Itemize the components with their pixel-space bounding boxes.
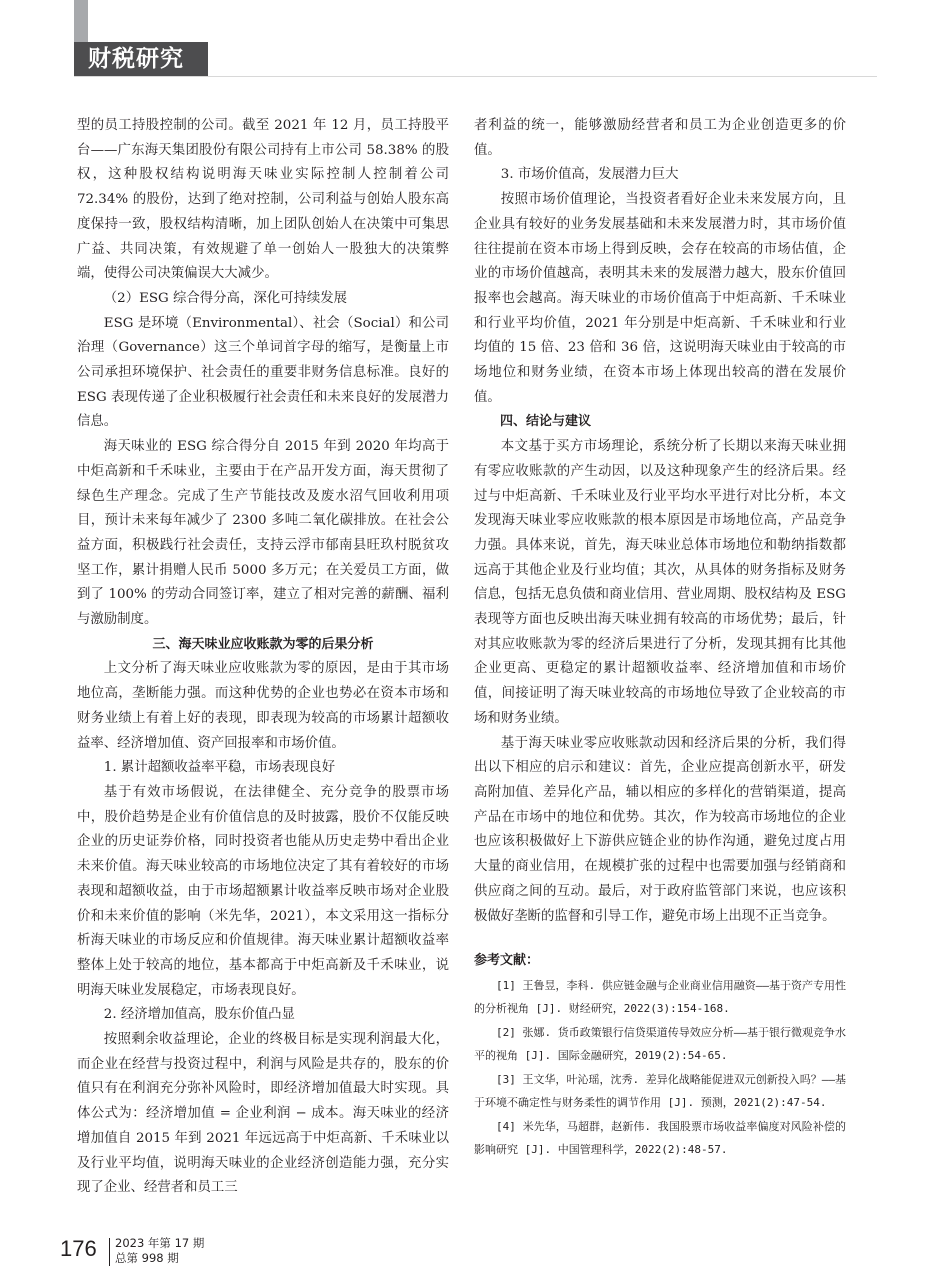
right_column-paragraph: 基于海天味业零应收账款动因和经济后果的分析，我们得出以下相应的启示和建议：首先，企业应提高创新水平，研发高附加值、差异化产品，辅以相应的多样化的营销渠道，提高产品在市场中的地位和优势。其次，作为较高市场地位的企业也应该积极做好上下游供应链企业的协作沟通，避免过度占用大量的商业信用，在规模扩张的过程中也需要加强与经销商和供应商之间的互动。最后，对于政府监管部门来说，也应该积极做好垄断的监督和引导工作，避免市场上出现不正当竞争。 <box>474 735 846 924</box>
page-number: 176 <box>60 1236 97 1261</box>
right_column-paragraph: 者利益的统一，能够激励经营者和员工为企业创造更多的价值。 <box>474 118 846 158</box>
left_column-paragraph: 海天味业的 ESG 综合得分自 2015 年到 2020 年均高于中炬高新和千禾味业，主要由于在产品开发方面，海天贯彻了绿色生产理念。完成了生产节能技改及废水沼气回收利用项目，预计未来每年减少了 2300 多吨二氧化碳排放。在社会公益方面，积极践行社会责任，支持云浮市郁南县旺玖村脱贫攻坚工作，累计捐赠人民币 5000 多万元；在关爱员工方面，做到了 100% 的劳动合同签订率，建立了相对完善的薪酬、福利与激励制度。 <box>77 439 449 628</box>
left_column-paragraph: 基于有效市场假说，在法律健全、充分竞争的股票市场中，股价趋势是企业有价值信息的及时披露，股价不仅能反映企业的历史证券价格，同时投资者也能从历史走势中看出企业未来价值。海天味业较高的市场地位决定了其有着较好的市场表现和超额收益，由于市场超额累计收益率反映市场对企业股价和未来价值的影响（米先华，2021），本文采用这一指标分析海天味业的市场反应和价值规律。海天味业累计超额收益率整体上处于较高的地位，基本都高于中炬高新及千禾味业，说明海天味业发展稳定，市场表现良好。 <box>77 784 449 998</box>
right_column-paragraph: 按照市场价值理论，当投资者看好企业未来发展方向，且企业具有较好的业务发展基础和未来发展潜力时，其市场价值往往提前在资本市场上得到反映，会存在较高的市场估值，企业的市场价值越高，表明其未来的发展潜力越大，股东价值回报率也会越高。海天味业的市场价值高于中炬高新、千禾味业和行业平均价值，2021 年分别是中炬高新、千禾味业和行业均值的 15 倍、23 倍和 36 倍，这说明海天味业由于较高的市场地位和财务业绩，在资本市场上体现出较高的潜在发展价值。 <box>474 192 846 405</box>
right_column-heading: 四、结论与建议 <box>500 414 592 430</box>
left-column <box>77 114 449 1201</box>
references-title: 参考文献： <box>474 953 540 969</box>
left_column-subheading: 1. 累计超额收益率平稳，市场表现良好 <box>103 760 336 776</box>
left_column-heading: 三、海天味业应收账款为零的后果分析 <box>152 636 374 652</box>
footer-divider <box>109 1238 110 1266</box>
left_column-paragraph: 上文分析了海天味业应收账款为零的原因，是由于其市场地位高，垄断能力强。而这种优势的企业也势必在资本市场和财务业绩上有着上好的表现，即表现为较高的市场累计超额收益率、经济增加值、资产回报率和市场价值。 <box>77 661 449 751</box>
reference-item: [3] 王文华，叶沁瑶，沈秀. 差异化战略能促进双元创新投入吗？——基于环境不确定性与财务柔性的调节作用 [J]. 预测，2021(2):47-54. <box>474 1072 846 1110</box>
left_column-paragraph: 型的员工持股控制的公司。截至 2021 年 12 月，员工持股平台——广东海天集团股份有限公司持有上市公司 58.38% 的股权，这种股权结构说明海天味业实际控制人控制着公司 72.34% 的股份，达到了绝对控制，公司利益与创始人股东高度保持一致，股权结构清晰，加上团队创始人在决策中可集思广益、共同决策，有效规避了单一创始人一股独大的决策弊端，使得公司决策偏误大大减少。 <box>77 118 449 282</box>
right_column-paragraph: 本文基于买方市场理论，系统分析了长期以来海天味业拥有零应收账款的产生动因，以及这种现象产生的经济后果。经过与中炬高新、千禾味业及行业平均水平进行对比分析，本文发现海天味业零应收账款的根本原因是市场地位高，产品竞争力强。具体来说，首先，海天味业总体市场地位和勒纳指数都远高于其他企业及行业均值；其次，从具体的财务指标及财务信息，包括无息负债和商业信用、营业周期、股权结构及 ESG 表现等方面也反映出海天味业拥有较高的市场优势；最后，针对其应收账款为零的经济后果进行了分析，发现其拥有比其他企业更高、更稳定的累计超额收益率、经济增加值和市场价值，间接证明了海天味业较高的市场地位导致了企业较高的市场和财务业绩。 <box>474 439 846 726</box>
left_column-paragraph: 按照剩余收益理论，企业的终极目标是实现利润最大化，而企业在经营与投资过程中，利润与风险是共存的，股东的价值只有在利润充分弥补风险时，即经济增加值最大时实现。具体公式为：经济增加值 = 企业利润 − 成本。海天味业的经济增加值自 2015 年到 2021 年远远高于中炬高新、千禾味业以及行业平均值，说明海天味业的企业经济创造能力强，充分实现了企业、经营者和员工三 <box>77 1032 449 1196</box>
total-issue-line: 总第 998 期 <box>115 1251 179 1265</box>
right_column-subheading: 3. 市场价值高，发展潜力巨大 <box>500 167 679 183</box>
issue-info <box>115 1236 204 1266</box>
reference-item: [2] 张娜. 货币政策银行信贷渠道传导效应分析——基于银行微观竞争水平的视角 [J]. 国际金融研究，2019(2):54-65. <box>474 1025 846 1063</box>
left_column-subheading: （2）ESG 综合得分高，深化可持续发展 <box>103 290 348 306</box>
issue-line: 2023 年第 17 期 <box>115 1236 205 1250</box>
reference-item: [4] 米先华，马超群，赵新伟. 我国股票市场收益率偏度对风险补偿的影响研究 [J]. 中国管理科学，2022(2):48-57. <box>474 1119 846 1157</box>
header-divider <box>74 76 877 77</box>
left_column-paragraph: ESG 是环境（Environmental）、社会（Social）和公司治理（Governance）这三个单词首字母的缩写，是衡量上市公司承担环境保护、社会责任的重要非财务信息标准。良好的 ESG 表现传递了企业积极履行社会责任和未来良好的发展潜力信息。 <box>77 315 449 430</box>
reference-item: [1] 王鲁昱，李科. 供应链金融与企业商业信用融资——基于资产专用性的分析视角 [J]. 财经研究，2022(3):154-168. <box>474 978 846 1016</box>
right-column <box>474 114 846 1162</box>
left_column-subheading: 2. 经济增加值高，股东价值凸显 <box>103 1007 295 1023</box>
section-title: 财税研究 <box>74 42 208 76</box>
